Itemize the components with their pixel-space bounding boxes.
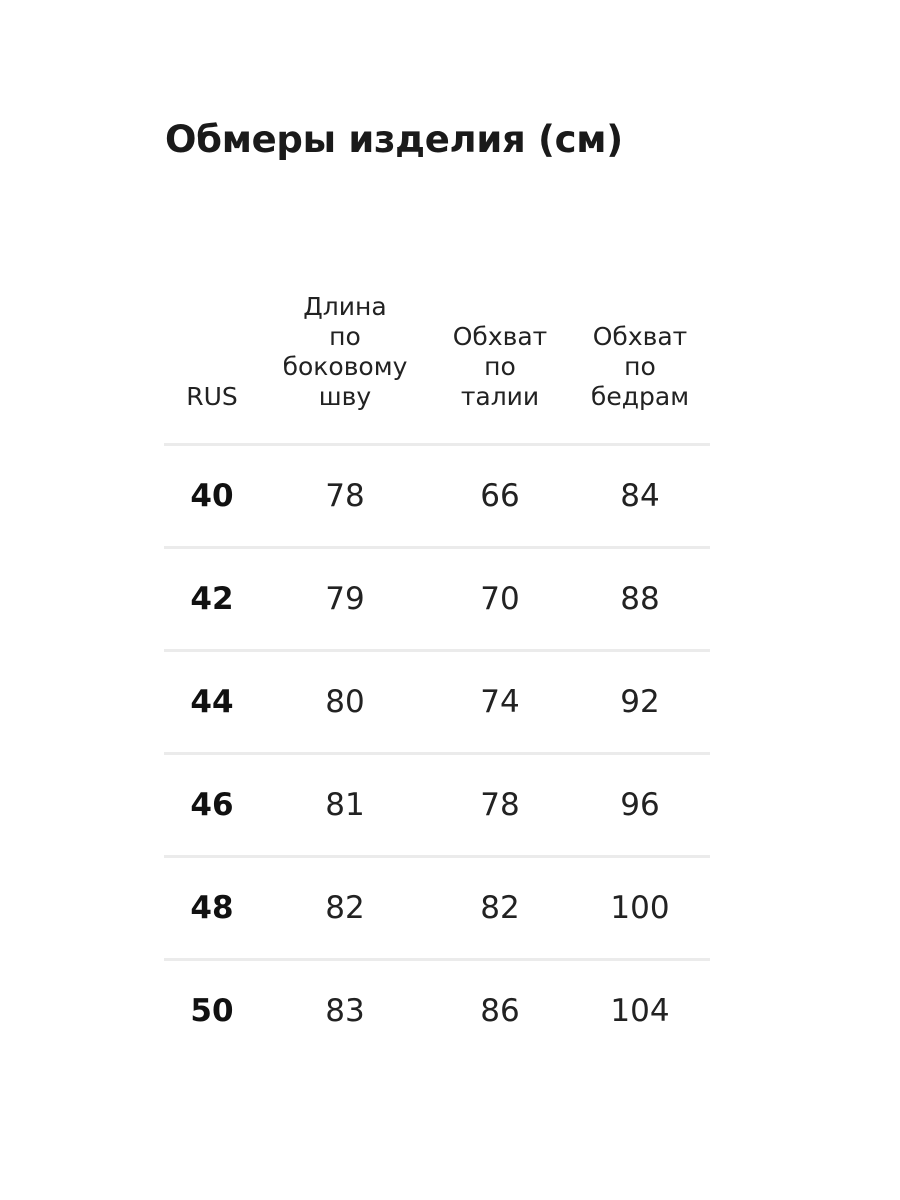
hip-cell: 104 xyxy=(610,993,670,1029)
hip-cell: 92 xyxy=(620,684,660,720)
size-cell: 44 xyxy=(190,684,234,720)
table-row xyxy=(164,446,710,549)
header-side-seam-length: Длина по боковому шву xyxy=(282,292,408,411)
waist-cell: 82 xyxy=(480,890,520,926)
hip-cell: 88 xyxy=(620,581,660,617)
waist-cell: 66 xyxy=(480,478,520,514)
size-cell: 40 xyxy=(190,478,234,514)
table-row xyxy=(164,652,710,755)
length-cell: 80 xyxy=(325,684,365,720)
table-row xyxy=(164,549,710,652)
length-cell: 78 xyxy=(325,478,365,514)
hip-cell: 84 xyxy=(620,478,660,514)
waist-cell: 74 xyxy=(480,684,520,720)
table-header-row xyxy=(164,285,710,446)
size-table xyxy=(164,285,710,1061)
header-hip-girth: Обхват по бедрам xyxy=(590,322,690,411)
length-cell: 79 xyxy=(325,581,365,617)
page-title: Обмеры изделия (см) xyxy=(165,118,623,161)
length-cell: 82 xyxy=(325,890,365,926)
waist-cell: 86 xyxy=(480,993,520,1029)
length-cell: 83 xyxy=(325,993,365,1029)
header-size-rus: RUS xyxy=(186,382,238,411)
hip-cell: 96 xyxy=(620,787,660,823)
waist-cell: 78 xyxy=(480,787,520,823)
length-cell: 81 xyxy=(325,787,365,823)
size-cell: 48 xyxy=(190,890,234,926)
size-cell: 50 xyxy=(190,993,234,1029)
size-cell: 46 xyxy=(190,787,234,823)
hip-cell: 100 xyxy=(610,890,670,926)
table-row xyxy=(164,755,710,858)
table-row xyxy=(164,858,710,961)
table-row xyxy=(164,961,710,1061)
waist-cell: 70 xyxy=(480,581,520,617)
size-cell: 42 xyxy=(190,581,234,617)
header-waist-girth: Обхват по талии xyxy=(452,322,548,411)
